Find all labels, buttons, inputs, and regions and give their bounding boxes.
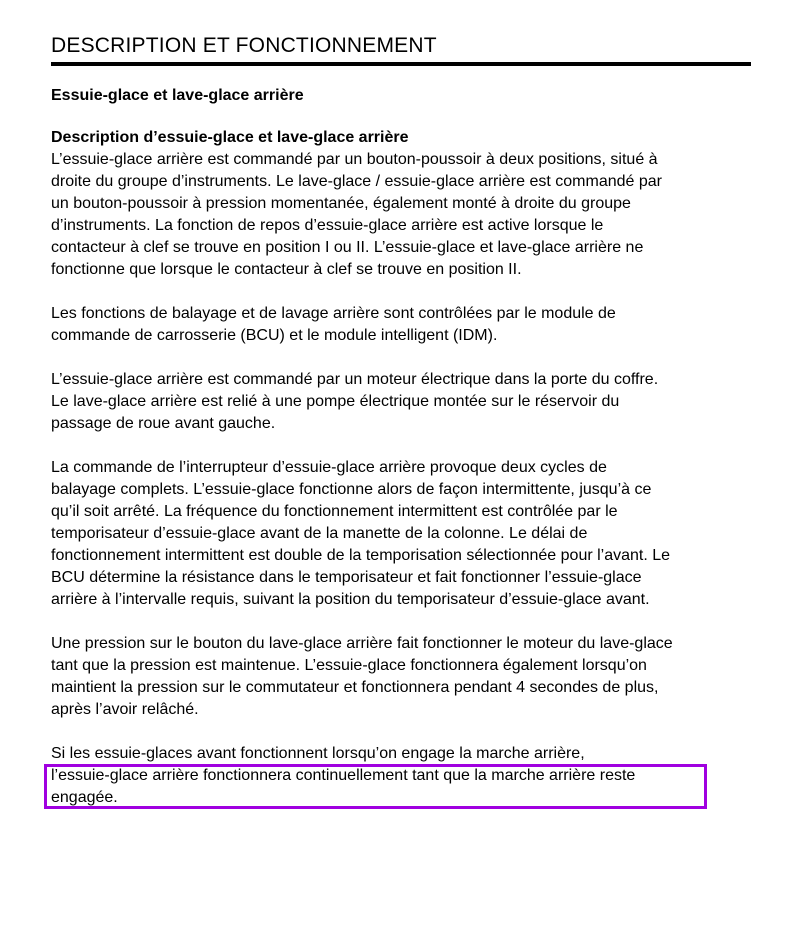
text-line: L’essuie-glace arrière est commandé par un bouton-poussoir à deux positions, situé à (51, 151, 658, 168)
text-line: Si les essuie-glaces avant fonctionnent lorsqu’on engage la marche arrière, (51, 745, 585, 762)
text-line: Une pression sur le bouton du lave-glace arrière fait fonctionner le moteur du lave-glace (51, 635, 673, 652)
text-line: maintient la pression sur le commutateur et fonctionnera pendant 4 secondes de plus, (51, 679, 659, 696)
text-line: La commande de l’interrupteur d’essuie-glace arrière provoque deux cycles de (51, 459, 607, 476)
text-line: BCU détermine la résistance dans le temporisateur et fait fonctionner l’essuie-glace (51, 569, 642, 586)
text-line: droite du groupe d’instruments. Le lave-glace / essuie-glace arrière est commandé par (51, 173, 662, 190)
document-body (51, 127, 756, 809)
text-line: Les fonctions de balayage et de lavage arrière sont contrôlées par le module de (51, 305, 616, 322)
title-underline (51, 62, 751, 66)
paragraph-3 (51, 369, 756, 435)
text-line: tant que la pression est maintenue. L’essuie-glace fonctionnera également lorsqu’on (51, 657, 647, 674)
text-line: Le lave-glace arrière est relié à une pompe électrique montée sur le réservoir du (51, 393, 620, 410)
text-line: temporisateur d’essuie-glace avant de la manette de la colonne. Le délai de (51, 525, 588, 542)
text-line: arrière à l’intervalle requis, suivant la position du temporisateur d’essuie-glace avant. (51, 591, 650, 608)
text-line: passage de roue avant gauche. (51, 415, 276, 432)
text-line: balayage complets. L’essuie-glace fonctionne alors de façon intermittente, jusqu’à ce (51, 481, 652, 498)
highlighted-text-line: engagée. (51, 789, 118, 806)
section-subtitle: Essuie-glace et lave-glace arrière (51, 87, 304, 104)
text-line: un bouton-poussoir à pression momentanée, également monté à droite du groupe (51, 195, 631, 212)
text-line: fonctionne que lorsque le contacteur à clef se trouve en position II. (51, 261, 522, 278)
text-line: d’instruments. La fonction de repos d’essuie-glace arrière est active lorsque le (51, 217, 604, 234)
text-line: qu’il soit arrêté. La fréquence du fonctionnement intermittent est contrôlée par le (51, 503, 618, 520)
paragraph-2 (51, 303, 756, 347)
text-line: fonctionnement intermittent est double de la temporisation sélectionnée pour l’avant. Le (51, 547, 671, 564)
text-line: contacteur à clef se trouve en position I ou II. L’essuie-glace et lave-glace arrière ne (51, 239, 644, 256)
text-line: après l’avoir relâché. (51, 701, 199, 718)
section-heading: Description d’essuie-glace et lave-glace arrière (51, 129, 409, 146)
highlight-box (44, 764, 707, 809)
paragraph-5 (51, 633, 756, 721)
paragraph-4 (51, 457, 756, 611)
text-line: L’essuie-glace arrière est commandé par un moteur électrique dans la porte du coffre. (51, 371, 659, 388)
paragraph-1 (51, 149, 756, 281)
page-title: DESCRIPTION ET FONCTIONNEMENT (51, 34, 437, 57)
highlighted-text-line: l’essuie-glace arrière fonctionnera continuellement tant que la marche arrière reste (51, 767, 636, 784)
text-line: commande de carrosserie (BCU) et le module intelligent (IDM). (51, 327, 498, 344)
